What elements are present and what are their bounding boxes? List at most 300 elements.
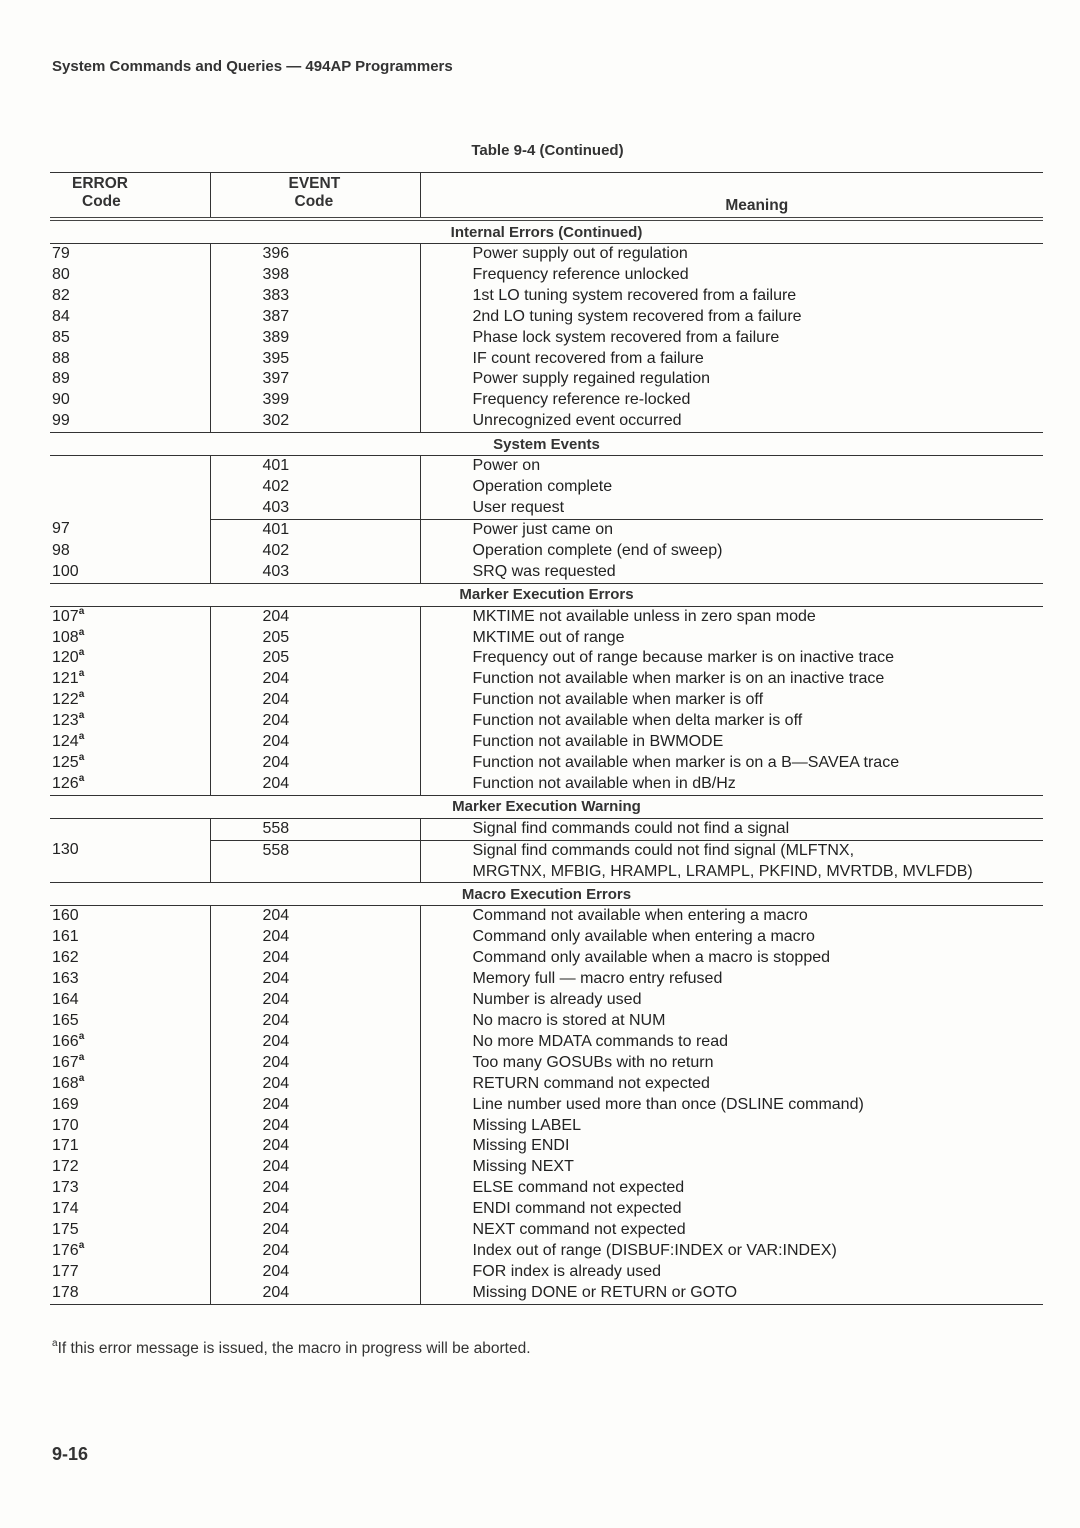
error-code-cell bbox=[50, 628, 210, 649]
event-code-cell bbox=[210, 927, 420, 948]
table-row bbox=[50, 349, 1043, 370]
meaning-cell bbox=[420, 562, 1043, 583]
footnote-mark: a bbox=[52, 1338, 58, 1349]
error-code-cell bbox=[50, 349, 210, 370]
meaning-cell bbox=[420, 349, 1043, 370]
section-title: Internal Errors (Continued) bbox=[50, 219, 1043, 244]
table-row bbox=[50, 1032, 1043, 1053]
section-header-row bbox=[50, 583, 1043, 606]
table-row bbox=[50, 906, 1043, 927]
error-code-cell-text: 107 bbox=[52, 607, 79, 625]
table-row bbox=[50, 606, 1043, 627]
meaning-cell bbox=[420, 1178, 1043, 1199]
error-code-cell bbox=[50, 265, 210, 286]
event-code-cell bbox=[210, 1178, 420, 1199]
meaning-cell-text: Function not available when in dB/Hz bbox=[472, 774, 736, 792]
event-code-cell-text: 204 bbox=[262, 949, 290, 967]
table-row bbox=[50, 862, 1043, 883]
table-row bbox=[50, 1262, 1043, 1283]
error-code-cell-text: 90 bbox=[52, 391, 70, 409]
meaning-cell-text: Missing NEXT bbox=[472, 1158, 574, 1176]
event-code-cell-text: 204 bbox=[262, 774, 290, 792]
meaning-cell-text: FOR index is already used bbox=[472, 1262, 662, 1280]
error-code-cell bbox=[50, 562, 210, 583]
error-code-cell bbox=[50, 411, 210, 432]
error-code-cell bbox=[50, 753, 210, 774]
event-code-cell bbox=[210, 265, 420, 286]
event-code-cell-text: 383 bbox=[262, 286, 290, 304]
meaning-cell-text: Function not available when marker is on a B—SAVEA trace bbox=[472, 753, 900, 771]
event-code-cell-text: 205 bbox=[262, 628, 290, 646]
table-row bbox=[50, 774, 1043, 795]
event-code-cell bbox=[210, 1116, 420, 1137]
error-code-cell-text: 98 bbox=[52, 541, 70, 559]
meaning-cell bbox=[420, 1095, 1043, 1116]
table-row bbox=[50, 1053, 1043, 1074]
table-row bbox=[50, 1241, 1043, 1262]
error-code-cell bbox=[50, 1053, 210, 1074]
table-row bbox=[50, 1220, 1043, 1241]
meaning-cell bbox=[420, 411, 1043, 432]
meaning-cell-text: RETURN command not expected bbox=[472, 1074, 710, 1092]
event-code-cell-text: 403 bbox=[262, 498, 290, 516]
event-code-cell bbox=[210, 628, 420, 649]
meaning-cell-text: Unrecognized event occurred bbox=[472, 412, 682, 430]
error-code-cell bbox=[50, 606, 210, 627]
meaning-cell-text: Number is already used bbox=[472, 991, 642, 1009]
event-code-cell-text: 204 bbox=[262, 753, 290, 771]
error-code-cell bbox=[50, 774, 210, 795]
meaning-cell-text: Command only available when entering a macro bbox=[472, 928, 815, 946]
meaning-cell-text: Function not available when delta marker is off bbox=[472, 712, 803, 730]
header-event-line1: EVENT bbox=[288, 175, 341, 192]
event-code-cell bbox=[210, 732, 420, 753]
table-row bbox=[50, 286, 1043, 307]
meaning-cell-text: SRQ was requested bbox=[472, 562, 616, 580]
event-code-cell bbox=[210, 477, 420, 498]
meaning-cell bbox=[420, 927, 1043, 948]
error-code-cell-text: 171 bbox=[52, 1137, 79, 1155]
section-title: Marker Execution Errors bbox=[50, 583, 1043, 606]
meaning-cell bbox=[420, 990, 1043, 1011]
table-row bbox=[50, 477, 1043, 498]
event-code-cell bbox=[210, 541, 420, 562]
table-title: Table 9-4 (Continued) bbox=[471, 142, 624, 159]
event-code-cell-text: 204 bbox=[262, 712, 290, 730]
error-code-cell bbox=[50, 669, 210, 690]
table-row bbox=[50, 1136, 1043, 1157]
event-code-cell-text: 204 bbox=[262, 970, 290, 988]
event-code-cell-text: 204 bbox=[262, 928, 290, 946]
error-code-cell-text: 167 bbox=[52, 1053, 79, 1071]
error-code-cell-text: 172 bbox=[52, 1158, 79, 1176]
meaning-cell bbox=[420, 1199, 1043, 1220]
meaning-cell bbox=[420, 862, 1043, 883]
table-row bbox=[50, 390, 1043, 411]
meaning-cell bbox=[420, 390, 1043, 411]
section-header-row bbox=[50, 433, 1043, 456]
meaning-cell bbox=[420, 1011, 1043, 1032]
error-code-table bbox=[50, 172, 1043, 1305]
meaning-cell-text: Operation complete bbox=[472, 478, 613, 496]
meaning-cell-text: 1st LO tuning system recovered from a failure bbox=[472, 286, 797, 304]
meaning-cell-text: Frequency out of range because marker is on inactive trace bbox=[472, 649, 895, 667]
meaning-cell-text: Function not available when marker is on an inactive trace bbox=[472, 670, 885, 688]
header-event-line2: Code bbox=[294, 193, 334, 210]
meaning-cell-text: Frequency reference re-locked bbox=[472, 391, 691, 409]
error-code-cell bbox=[50, 244, 210, 265]
event-code-cell-text: 401 bbox=[262, 520, 290, 538]
event-code-cell bbox=[210, 1136, 420, 1157]
error-code-cell-text: 130 bbox=[52, 841, 79, 859]
table-row bbox=[50, 690, 1043, 711]
event-code-cell bbox=[210, 690, 420, 711]
error-code-cell-text: 160 bbox=[52, 907, 79, 925]
header-error-line2: Code bbox=[82, 193, 121, 210]
meaning-cell-text: User request bbox=[472, 498, 565, 516]
event-code-cell-text: 399 bbox=[262, 391, 290, 409]
event-code-cell-text: 204 bbox=[262, 1074, 290, 1092]
footnote-mark: a bbox=[78, 1072, 85, 1084]
meaning-cell-text: Line number used more than once (DSLINE command) bbox=[472, 1095, 864, 1113]
error-code-cell bbox=[50, 541, 210, 562]
error-code-cell bbox=[50, 1032, 210, 1053]
error-code-cell-text: 165 bbox=[52, 1012, 79, 1029]
table-row bbox=[50, 840, 1043, 861]
error-code-cell-text: 162 bbox=[52, 949, 79, 967]
event-code-cell bbox=[210, 307, 420, 328]
error-code-cell bbox=[50, 990, 210, 1011]
table-row bbox=[50, 1178, 1043, 1199]
section-header-row bbox=[50, 219, 1043, 244]
error-code-cell-text: 174 bbox=[52, 1200, 79, 1218]
error-code-cell-text: 126 bbox=[52, 774, 79, 792]
footnote-mark: a bbox=[78, 626, 85, 638]
error-code-cell bbox=[50, 732, 210, 753]
event-code-cell bbox=[210, 1283, 420, 1304]
meaning-cell bbox=[420, 498, 1043, 519]
header-error-code bbox=[50, 173, 210, 220]
error-code-cell bbox=[50, 328, 210, 349]
meaning-cell-text: MKTIME out of range bbox=[472, 628, 625, 646]
event-code-cell-text: 395 bbox=[262, 349, 290, 367]
error-code-cell bbox=[50, 862, 210, 883]
error-code-cell bbox=[50, 840, 210, 861]
event-code-cell bbox=[210, 818, 420, 840]
error-code-cell bbox=[50, 818, 210, 840]
error-code-cell bbox=[50, 1011, 210, 1032]
meaning-cell bbox=[420, 1053, 1043, 1074]
header-error-line1: ERROR bbox=[72, 175, 128, 192]
section-title: System Events bbox=[50, 433, 1043, 456]
section-header-row bbox=[50, 883, 1043, 906]
meaning-cell-text: Missing DONE or RETURN or GOTO bbox=[472, 1283, 738, 1301]
meaning-cell-text: IF count recovered from a failure bbox=[472, 349, 704, 367]
error-code-cell-text: 175 bbox=[52, 1221, 79, 1239]
table-row bbox=[50, 1095, 1043, 1116]
event-code-cell bbox=[210, 562, 420, 583]
table-row bbox=[50, 265, 1043, 286]
meaning-cell bbox=[420, 1241, 1043, 1262]
footnote-mark: a bbox=[78, 1030, 85, 1042]
event-code-cell bbox=[210, 1199, 420, 1220]
table-row bbox=[50, 456, 1043, 477]
meaning-cell bbox=[420, 753, 1043, 774]
table-row bbox=[50, 628, 1043, 649]
meaning-cell bbox=[420, 818, 1043, 840]
event-code-cell-text: 302 bbox=[262, 412, 290, 430]
meaning-cell-text: Index out of range (DISBUF:INDEX or VAR:INDEX) bbox=[472, 1241, 837, 1259]
table-row bbox=[50, 328, 1043, 349]
event-code-cell bbox=[210, 648, 420, 669]
event-code-cell-text: 204 bbox=[262, 1095, 290, 1113]
meaning-cell-text: NEXT command not expected bbox=[472, 1221, 686, 1239]
footnote-mark: a bbox=[78, 1051, 85, 1063]
event-code-cell-text: 397 bbox=[262, 370, 290, 388]
header-meaning: Meaning bbox=[420, 173, 1043, 220]
table-header-row bbox=[50, 173, 1043, 220]
error-code-cell-text: 88 bbox=[52, 349, 70, 367]
error-code-cell bbox=[50, 369, 210, 390]
event-code-cell bbox=[210, 753, 420, 774]
footnote-mark: a bbox=[78, 668, 85, 680]
section-title: Marker Execution Warning bbox=[50, 795, 1043, 818]
event-code-cell bbox=[210, 711, 420, 732]
error-code-cell bbox=[50, 711, 210, 732]
event-code-cell bbox=[210, 1032, 420, 1053]
event-code-cell-text: 558 bbox=[262, 819, 290, 837]
meaning-cell-text: Power supply out of regulation bbox=[472, 245, 688, 262]
footnote-text: If this error message is issued, the macro in progress will be aborted. bbox=[57, 1340, 531, 1357]
event-code-cell bbox=[210, 1157, 420, 1178]
meaning-cell-text: Command not available when entering a macro bbox=[472, 907, 808, 925]
header-event-code bbox=[210, 173, 420, 220]
table-row bbox=[50, 519, 1043, 540]
meaning-cell bbox=[420, 1032, 1043, 1053]
event-code-cell-text: 402 bbox=[262, 478, 290, 496]
section-title: Macro Execution Errors bbox=[50, 883, 1043, 906]
event-code-cell-text: 396 bbox=[262, 245, 290, 262]
error-code-cell-text: 164 bbox=[52, 991, 79, 1009]
error-code-cell-text: 121 bbox=[52, 670, 79, 688]
error-code-cell bbox=[50, 1178, 210, 1199]
table-row bbox=[50, 369, 1043, 390]
footnote-mark: a bbox=[78, 1239, 85, 1251]
table-row bbox=[50, 818, 1043, 840]
event-code-cell-text: 387 bbox=[262, 307, 290, 325]
meaning-cell-text: Operation complete (end of sweep) bbox=[472, 541, 723, 559]
table-row bbox=[50, 669, 1043, 690]
event-code-cell bbox=[210, 1053, 420, 1074]
error-code-cell-text: 161 bbox=[52, 928, 79, 946]
error-code-cell-text: 177 bbox=[52, 1262, 79, 1280]
event-code-cell bbox=[210, 519, 420, 540]
event-code-cell bbox=[210, 1241, 420, 1262]
error-code-cell bbox=[50, 1283, 210, 1304]
event-code-cell bbox=[210, 498, 420, 519]
meaning-cell bbox=[420, 1136, 1043, 1157]
error-code-cell-text: 89 bbox=[52, 370, 70, 388]
event-code-cell bbox=[210, 990, 420, 1011]
meaning-cell-text: Frequency reference unlocked bbox=[472, 265, 689, 283]
error-code-cell-text: 173 bbox=[52, 1179, 79, 1197]
event-code-cell-text: 204 bbox=[262, 1179, 290, 1197]
meaning-cell bbox=[420, 906, 1043, 927]
error-code-cell-text: 170 bbox=[52, 1116, 79, 1134]
table-row bbox=[50, 562, 1043, 583]
meaning-cell-text: MKTIME not available unless in zero span mode bbox=[472, 607, 816, 625]
meaning-cell-text: Power just came on bbox=[472, 520, 614, 538]
event-code-cell-text: 204 bbox=[262, 1221, 290, 1239]
table-row bbox=[50, 990, 1043, 1011]
error-code-cell-text: 178 bbox=[52, 1283, 79, 1301]
meaning-cell bbox=[420, 244, 1043, 265]
table-row bbox=[50, 648, 1043, 669]
error-code-cell bbox=[50, 1136, 210, 1157]
error-code-cell-text: 79 bbox=[52, 245, 70, 262]
event-code-cell bbox=[210, 669, 420, 690]
event-code-cell-text: 204 bbox=[262, 991, 290, 1009]
event-code-cell bbox=[210, 286, 420, 307]
meaning-cell-text: Signal find commands could not find a signal bbox=[472, 819, 790, 837]
meaning-cell bbox=[420, 690, 1043, 711]
event-code-cell bbox=[210, 606, 420, 627]
meaning-cell-text: No macro is stored at NUM bbox=[472, 1012, 666, 1029]
error-code-cell-text: 84 bbox=[52, 307, 70, 325]
table-row bbox=[50, 927, 1043, 948]
meaning-cell-text: Memory full — macro entry refused bbox=[472, 970, 723, 988]
error-code-cell-text: 85 bbox=[52, 328, 70, 346]
event-code-cell bbox=[210, 349, 420, 370]
event-code-cell bbox=[210, 411, 420, 432]
meaning-cell bbox=[420, 286, 1043, 307]
error-code-cell-text: 166 bbox=[52, 1032, 79, 1050]
error-code-cell bbox=[50, 1116, 210, 1137]
event-code-cell-text: 205 bbox=[262, 649, 290, 667]
meaning-cell-text: Command only available when a macro is stopped bbox=[472, 949, 831, 967]
meaning-cell bbox=[420, 711, 1043, 732]
error-code-cell bbox=[50, 906, 210, 927]
event-code-cell bbox=[210, 369, 420, 390]
error-code-cell-text: 97 bbox=[52, 520, 70, 538]
footnote bbox=[52, 1340, 531, 1358]
event-code-cell-text: 398 bbox=[262, 265, 290, 283]
error-code-cell bbox=[50, 456, 210, 477]
error-code-cell bbox=[50, 1220, 210, 1241]
meaning-cell bbox=[420, 1283, 1043, 1304]
meaning-cell bbox=[420, 477, 1043, 498]
error-code-cell bbox=[50, 1241, 210, 1262]
error-code-cell bbox=[50, 286, 210, 307]
meaning-cell-text: Power supply regained regulation bbox=[472, 370, 710, 388]
event-code-cell-text: 204 bbox=[262, 670, 290, 688]
footnote-mark: a bbox=[78, 647, 85, 659]
event-code-cell bbox=[210, 390, 420, 411]
event-code-cell bbox=[210, 456, 420, 477]
meaning-cell bbox=[420, 519, 1043, 540]
meaning-cell-text: Too many GOSUBs with no return bbox=[472, 1053, 714, 1071]
error-code-cell bbox=[50, 390, 210, 411]
event-code-cell-text: 204 bbox=[262, 907, 290, 925]
section-header-row bbox=[50, 795, 1043, 818]
footnote-mark: a bbox=[78, 605, 85, 617]
event-code-cell-text: 204 bbox=[262, 1200, 290, 1218]
meaning-cell bbox=[420, 606, 1043, 627]
error-code-cell-text: 82 bbox=[52, 286, 70, 304]
error-code-cell bbox=[50, 498, 210, 519]
event-code-cell bbox=[210, 969, 420, 990]
table-row bbox=[50, 732, 1043, 753]
event-code-cell bbox=[210, 1074, 420, 1095]
meaning-cell bbox=[420, 456, 1043, 477]
error-code-cell bbox=[50, 477, 210, 498]
meaning-cell-text: Missing ENDI bbox=[472, 1137, 570, 1155]
event-code-cell-text: 204 bbox=[262, 733, 290, 751]
error-code-cell bbox=[50, 648, 210, 669]
event-code-cell bbox=[210, 244, 420, 265]
table-row bbox=[50, 498, 1043, 519]
meaning-cell-text: No more MDATA commands to read bbox=[472, 1032, 728, 1050]
meaning-cell bbox=[420, 669, 1043, 690]
meaning-cell bbox=[420, 1220, 1043, 1241]
meaning-cell bbox=[420, 369, 1043, 390]
event-code-cell-text: 402 bbox=[262, 541, 290, 559]
error-code-cell-text: 176 bbox=[52, 1241, 79, 1259]
meaning-cell bbox=[420, 265, 1043, 286]
meaning-cell bbox=[420, 628, 1043, 649]
meaning-cell bbox=[420, 307, 1043, 328]
event-code-cell bbox=[210, 840, 420, 861]
event-code-cell-text: 204 bbox=[262, 1262, 290, 1280]
meaning-cell-text: Function not available in BWMODE bbox=[472, 733, 724, 751]
table-row bbox=[50, 711, 1043, 732]
error-code-cell-text: 169 bbox=[52, 1095, 79, 1113]
footnote-mark: a bbox=[78, 689, 85, 701]
event-code-cell bbox=[210, 948, 420, 969]
meaning-cell bbox=[420, 1116, 1043, 1137]
page-number: 9-16 bbox=[52, 1444, 89, 1464]
event-code-cell bbox=[210, 1011, 420, 1032]
table-row bbox=[50, 1199, 1043, 1220]
table-row bbox=[50, 1283, 1043, 1304]
event-code-cell bbox=[210, 862, 420, 883]
table-row bbox=[50, 1116, 1043, 1137]
event-code-cell-text: 204 bbox=[262, 1032, 290, 1050]
meaning-cell bbox=[420, 1157, 1043, 1178]
event-code-cell bbox=[210, 774, 420, 795]
event-code-cell-text: 204 bbox=[262, 607, 290, 625]
error-code-cell bbox=[50, 690, 210, 711]
event-code-cell-text: 204 bbox=[262, 1158, 290, 1176]
event-code-cell bbox=[210, 1220, 420, 1241]
meaning-cell bbox=[420, 969, 1043, 990]
meaning-cell-text: ENDI command not expected bbox=[472, 1200, 682, 1218]
meaning-cell-text: ELSE command not expected bbox=[472, 1179, 685, 1197]
meaning-cell-text: Function not available when marker is off bbox=[472, 691, 764, 709]
meaning-cell bbox=[420, 328, 1043, 349]
meaning-cell bbox=[420, 1262, 1043, 1283]
error-code-cell-text: 163 bbox=[52, 970, 79, 988]
meaning-cell-text: Phase lock system recovered from a failure bbox=[472, 328, 780, 346]
table-row bbox=[50, 753, 1043, 774]
table-row bbox=[50, 307, 1043, 328]
error-code-cell-text: 100 bbox=[52, 562, 79, 580]
error-code-cell bbox=[50, 1074, 210, 1095]
table-row bbox=[50, 1157, 1043, 1178]
event-code-cell-text: 558 bbox=[262, 841, 290, 859]
event-code-cell-text: 204 bbox=[262, 691, 290, 709]
event-code-cell-text: 204 bbox=[262, 1137, 290, 1155]
